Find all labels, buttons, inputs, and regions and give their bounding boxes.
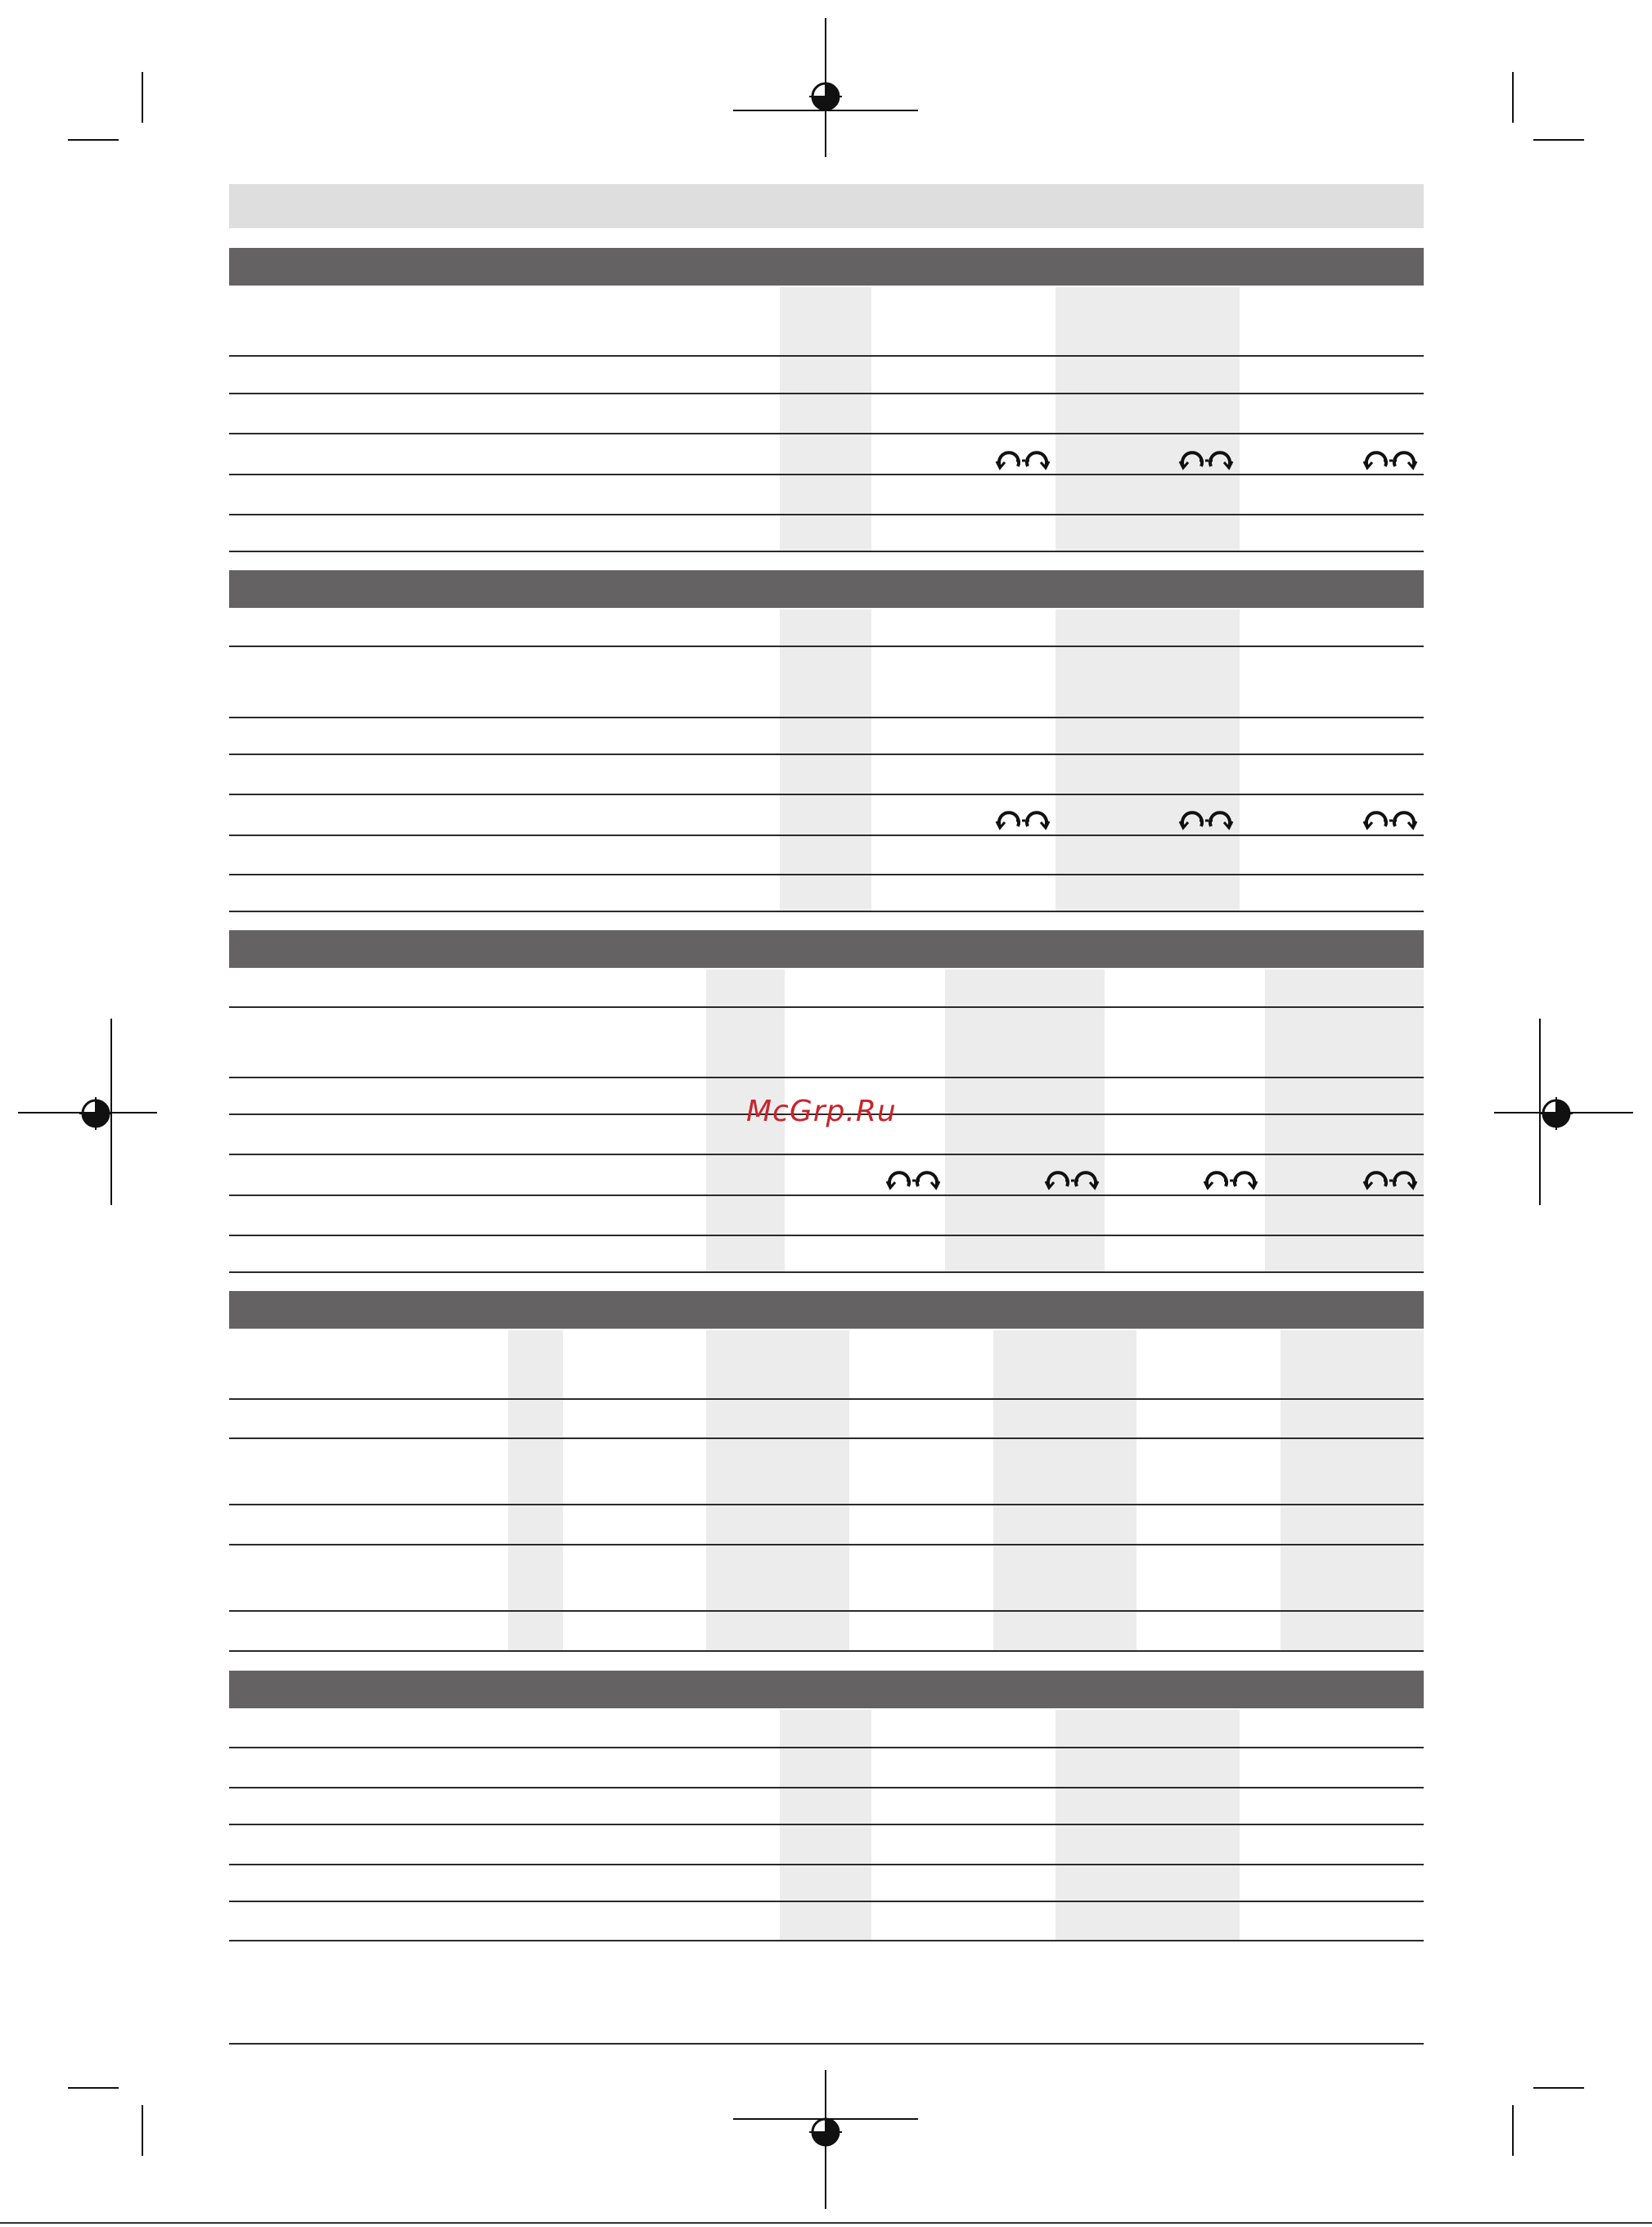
row-divider bbox=[229, 1398, 1424, 1400]
crop-mark bbox=[1512, 2105, 1514, 2156]
row-divider bbox=[229, 474, 1424, 475]
column-shade bbox=[1056, 287, 1240, 551]
table-header-bar bbox=[229, 930, 1424, 968]
column-shade bbox=[1281, 1330, 1424, 1651]
row-divider bbox=[229, 754, 1424, 755]
rotation-direction-icon bbox=[885, 1162, 941, 1191]
row-divider bbox=[229, 874, 1424, 875]
row-divider bbox=[229, 646, 1424, 647]
column-shade bbox=[945, 970, 1105, 1272]
row-divider bbox=[229, 514, 1424, 515]
row-divider bbox=[229, 1824, 1424, 1825]
column-shade bbox=[706, 1330, 849, 1651]
row-divider bbox=[229, 1650, 1424, 1652]
rotation-direction-icon bbox=[1178, 802, 1234, 831]
row-divider bbox=[229, 1544, 1424, 1545]
rotation-direction-icon bbox=[1362, 802, 1418, 831]
row-divider bbox=[229, 1006, 1424, 1008]
rotation-direction-icon bbox=[1044, 1162, 1100, 1191]
row-divider bbox=[229, 1437, 1424, 1439]
crop-mark bbox=[1512, 72, 1514, 123]
row-divider bbox=[229, 1077, 1424, 1078]
row-divider bbox=[229, 1504, 1424, 1505]
column-shade bbox=[780, 287, 871, 551]
crop-mark bbox=[142, 2105, 143, 2156]
page-header-band bbox=[229, 184, 1424, 228]
crop-mark bbox=[68, 139, 119, 141]
row-divider bbox=[229, 835, 1424, 836]
registration-target-icon bbox=[79, 1097, 112, 1130]
row-divider bbox=[229, 794, 1424, 795]
row-divider bbox=[229, 1271, 1424, 1273]
crop-mark bbox=[142, 72, 143, 123]
row-divider bbox=[229, 1235, 1424, 1236]
row-divider bbox=[229, 1864, 1424, 1865]
column-shade bbox=[993, 1330, 1137, 1651]
row-divider bbox=[229, 1610, 1424, 1612]
rotation-direction-icon bbox=[1203, 1162, 1258, 1191]
row-divider bbox=[229, 717, 1424, 718]
rotation-direction-icon bbox=[1362, 442, 1418, 471]
table-header-bar bbox=[229, 1671, 1424, 1708]
table-header-bar bbox=[229, 570, 1424, 608]
row-divider bbox=[229, 1940, 1424, 1941]
column-shade bbox=[1056, 610, 1240, 911]
row-divider bbox=[229, 1787, 1424, 1788]
registration-target-icon bbox=[809, 2116, 842, 2148]
row-divider bbox=[229, 1747, 1424, 1748]
row-divider bbox=[229, 551, 1424, 552]
watermark-text: McGrp.Ru bbox=[746, 1095, 897, 1128]
page-bottom-edge bbox=[0, 2222, 1652, 2224]
row-divider bbox=[229, 1154, 1424, 1155]
row-divider bbox=[229, 393, 1424, 394]
crop-mark bbox=[1533, 139, 1584, 141]
rotation-direction-icon bbox=[1362, 1162, 1418, 1191]
row-divider bbox=[229, 433, 1424, 434]
rotation-direction-icon bbox=[995, 442, 1051, 471]
rotation-direction-icon bbox=[1178, 442, 1234, 471]
registration-target-icon bbox=[809, 80, 842, 113]
column-shade bbox=[508, 1330, 563, 1651]
row-divider bbox=[229, 911, 1424, 912]
row-divider bbox=[229, 1194, 1424, 1196]
registration-target-icon bbox=[1540, 1097, 1573, 1130]
table-header-bar bbox=[229, 248, 1424, 286]
crop-mark bbox=[1533, 2087, 1584, 2089]
row-divider bbox=[229, 355, 1424, 357]
row-divider bbox=[229, 1901, 1424, 1902]
rotation-direction-icon bbox=[995, 802, 1051, 831]
table-header-bar bbox=[229, 1291, 1424, 1329]
footer-rule bbox=[229, 2043, 1424, 2045]
column-shade bbox=[1265, 970, 1424, 1272]
column-shade bbox=[780, 610, 871, 911]
crop-mark bbox=[68, 2087, 119, 2089]
